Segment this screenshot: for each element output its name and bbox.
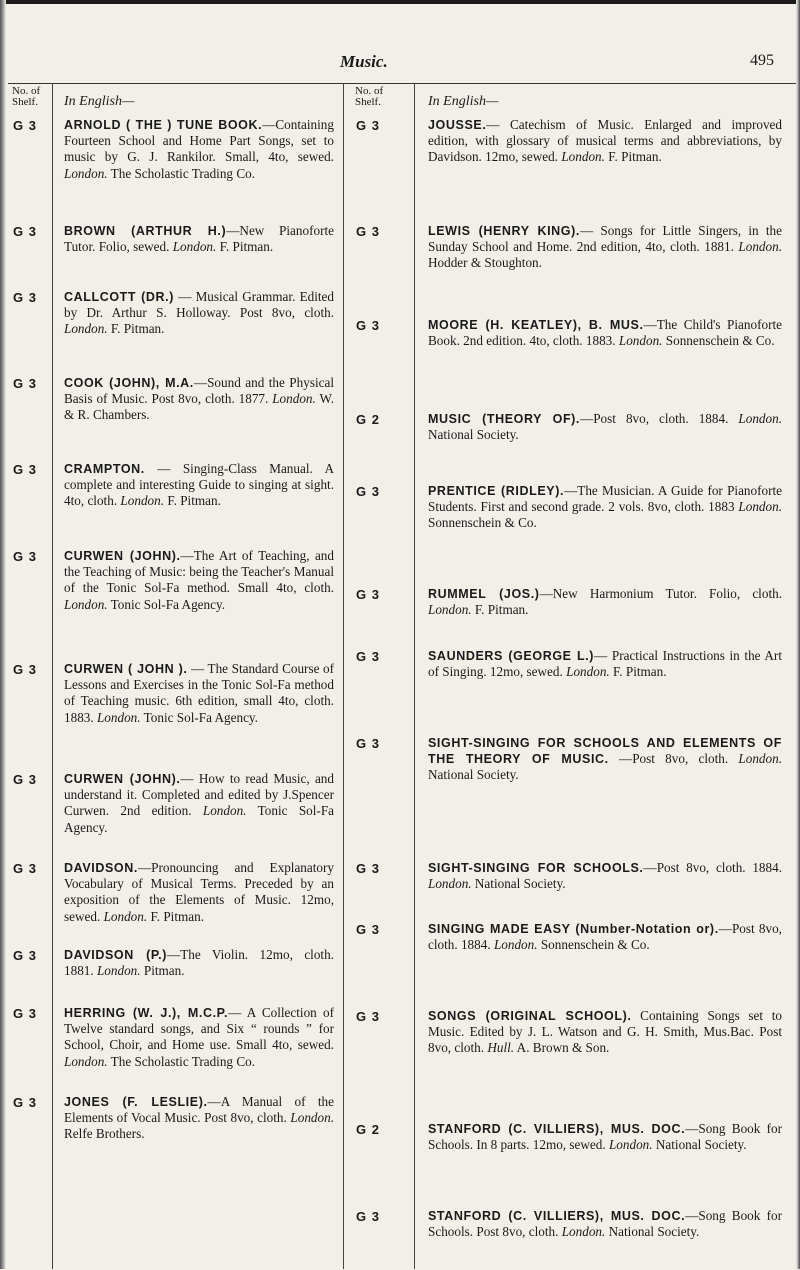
entry-place: London.	[290, 1110, 334, 1126]
entry-description: — A Collection of Twelve standard songs, and Six “ rounds ” for School, Choir, and Home use. Small 4to, sewed.	[64, 1005, 334, 1053]
catalogue-entry	[64, 1005, 334, 1070]
entry-publisher: National Society.	[608, 1224, 700, 1240]
shelf-mark: G 3	[13, 662, 37, 677]
entry-heading: DAVIDSON.	[64, 861, 138, 875]
catalogue-entry	[428, 317, 782, 349]
entry-place: London.	[493, 937, 538, 953]
entry-description: —Pronouncing and Explanatory Vocabulary of Musical Terms. Preceded by an exposition of the Elements of Music. 12mo, sewed.	[64, 860, 334, 924]
entry-publisher: Tonic Sol-Fa Agency.	[64, 803, 335, 835]
entry-place: London.	[172, 239, 217, 255]
catalogue-entry	[428, 223, 782, 272]
entry-description: —Song Book for Schools. Post 8vo, cloth.	[428, 1208, 782, 1240]
entry-heading: SONGS (ORIGINAL SCHOOL).	[428, 1009, 632, 1023]
entry-description: — The Standard Course of Lessons and Exercises in the Tonic Sol-Fa method of Teaching music. 6th edition, small 4to, cloth. 1883.	[64, 661, 334, 725]
entry-heading: JOUSSE.	[428, 118, 487, 132]
entry-heading: CURWEN (JOHN).	[64, 772, 181, 786]
catalogue-entry	[64, 117, 334, 182]
shelf-mark: G 3	[356, 1209, 380, 1224]
entry-publisher: F. Pitman.	[613, 664, 667, 680]
running-title: Music.	[340, 52, 388, 71]
shelf-mark: G 3	[13, 772, 37, 787]
entry-publisher: Tonic Sol-Fa Agency.	[143, 709, 258, 725]
page-number: 495	[750, 52, 774, 69]
catalogue-entry	[428, 1208, 782, 1240]
entry-publisher: The Scholastic Trading Co.	[110, 165, 255, 181]
entry-publisher: F. Pitman.	[150, 908, 205, 924]
shelf-mark: G 3	[356, 587, 380, 602]
catalogue-entry	[428, 1008, 782, 1057]
entry-heading: ARNOLD ( THE ) TUNE BOOK.	[64, 118, 263, 132]
entry-place: London.	[428, 876, 472, 892]
entry-description: — Singing-Class Manual. A complete and interesting Guide to singing at sight. 4to, cloth.	[64, 461, 334, 509]
catalogue-entry	[428, 117, 782, 166]
entry-place: London.	[566, 664, 610, 680]
catalogue-entry	[428, 860, 782, 892]
shelf-mark: G 3	[13, 462, 37, 477]
catalogue-entry	[64, 860, 334, 925]
catalogue-entry	[64, 771, 334, 836]
column-rule	[343, 83, 344, 1269]
shelf-mark: G 3	[356, 736, 380, 751]
entry-publisher: National Society.	[474, 876, 566, 892]
entry-description: —New Harmonium Tutor. Folio, cloth.	[539, 586, 782, 601]
section-heading-right: In English—	[428, 94, 499, 109]
catalogue-entry	[428, 648, 782, 680]
catalogue-entry	[64, 947, 334, 979]
catalogue-entry	[428, 1121, 782, 1153]
shelf-mark: G 3	[356, 118, 380, 133]
entry-description: Containing Songs set to Music. Edited by J. L. Watson and G. H. Smith, Mus.Bac. Post 8vo, cloth.	[428, 1008, 782, 1056]
catalogue-entry	[64, 461, 334, 510]
entry-description: —New Pianoforte Tutor. Folio, sewed.	[64, 223, 334, 255]
entry-heading: CURWEN (JOHN).	[64, 549, 181, 563]
entry-description: —The Art of Teaching, and the Teaching of Music: being the Teacher's Manual of the Tonic Sol-Fa method. Small 4to, cloth.	[64, 548, 334, 596]
entry-description: —The Child's Pianoforte Book. 2nd edition. 4to, cloth. 1883.	[428, 317, 782, 349]
entry-publisher: The Scholastic Trading Co.	[110, 1053, 255, 1069]
shelf-mark: G 3	[356, 224, 380, 239]
shelf-mark: G 3	[356, 484, 380, 499]
shelf-mark: G 3	[356, 922, 380, 937]
shelf-mark: G 3	[356, 649, 380, 664]
entry-place: London.	[561, 149, 605, 165]
shelf-mark: G 2	[356, 1122, 380, 1137]
entry-publisher: F. Pitman.	[219, 239, 274, 255]
page-right-edge	[796, 0, 800, 1269]
entry-place: London.	[120, 493, 165, 509]
entry-description: —Song Book for Schools. In 8 parts. 12mo, sewed.	[428, 1121, 782, 1153]
entry-publisher: National Society.	[428, 427, 519, 443]
shelf-mark: G 3	[356, 1009, 380, 1024]
entry-heading: STANFORD (C. VILLIERS), MUS. DOC.	[428, 1122, 686, 1136]
entry-description: — Practical Instructions in the Art of Singing. 12mo, sewed.	[428, 648, 782, 680]
entry-heading: SIGHT-SINGING FOR SCHOOLS AND ELEMENTS OF THE THEORY OF MUSIC.	[428, 736, 782, 767]
shelf-mark: G 3	[356, 318, 380, 333]
entry-heading: SINGING MADE EASY (Number-Notation or).	[428, 922, 719, 936]
entry-place: London.	[64, 1053, 108, 1069]
entry-heading: CALLCOTT (DR.)	[64, 290, 174, 304]
shelf-mark: G 3	[356, 861, 380, 876]
entry-place: London.	[272, 391, 316, 407]
entry-heading: RUMMEL (JOS.)	[428, 587, 540, 601]
entry-description: —A Manual of the Elements of Vocal Music. Post 8vo, cloth.	[64, 1094, 334, 1126]
shelf-mark: G 3	[13, 1006, 37, 1021]
shelf-column-header-left: No. of Shelf.	[12, 85, 41, 108]
entry-description: — Catechism of Music. Enlarged and improved edition, with glossary of musical terms and abbreviations, by Davidson. 12mo, sewed.	[428, 117, 782, 165]
entry-heading: PRENTICE (RIDLEY).	[428, 484, 565, 498]
column-rule	[52, 83, 53, 1269]
page-left-edge	[0, 0, 6, 1269]
entry-publisher: W. & R. Chambers.	[64, 391, 335, 423]
entry-place: London.	[96, 709, 141, 725]
catalogue-entry	[64, 661, 334, 726]
entry-place: London.	[561, 1224, 606, 1240]
entry-heading: MOORE (H. KEATLEY), B. MUS.	[428, 318, 644, 332]
entry-heading: LEWIS (HENRY KING).	[428, 224, 580, 238]
page-top-edge	[0, 0, 800, 4]
entry-publisher: F. Pitman.	[608, 149, 662, 165]
catalogue-entry	[428, 735, 782, 784]
entry-publisher: National Society.	[428, 767, 519, 783]
catalogue-entry	[428, 411, 782, 443]
entry-heading: BROWN (ARTHUR H.)	[64, 224, 227, 238]
entry-heading: SIGHT-SINGING FOR SCHOOLS.	[428, 861, 644, 875]
entry-description: —Sound and the Physical Basis of Music. Post 8vo, cloth. 1877.	[64, 375, 334, 407]
shelf-mark: G 3	[13, 948, 37, 963]
entry-place: London.	[64, 165, 108, 181]
entry-heading: CURWEN ( JOHN ).	[64, 662, 188, 676]
shelf-mark: G 3	[13, 1095, 37, 1110]
shelf-mark: G 2	[356, 412, 380, 427]
entry-heading: CRAMPTON.	[64, 462, 145, 476]
shelf-mark: G 3	[13, 224, 37, 239]
entry-description: —Post 8vo, cloth. 1884.	[643, 860, 782, 875]
catalogue-entry	[428, 921, 782, 953]
shelf-mark: G 3	[13, 549, 37, 564]
entry-place: London.	[64, 321, 108, 337]
entry-publisher: F. Pitman.	[474, 602, 529, 618]
shelf-column-header-right: No. of Shelf.	[355, 85, 384, 108]
shelf-mark: G 3	[13, 290, 37, 305]
entry-description: —Containing Fourteen School and Home Part Songs, set to music by G. J. Rankilor. Small, 4to, sewed.	[64, 117, 334, 165]
entry-description: — Musical Grammar. Edited by Dr. Arthur S. Holloway. Post 8vo, cloth.	[64, 289, 334, 321]
catalogue-entry	[64, 1094, 334, 1143]
entry-description: —Post 8vo, cloth. 1884.	[580, 411, 729, 426]
entry-description: —The Violin. 12mo, cloth. 1881.	[64, 947, 334, 979]
entry-place: London.	[618, 333, 663, 349]
catalogue-entry	[428, 483, 782, 532]
entry-description: —Post 8vo, cloth.	[608, 751, 729, 767]
entry-place: London.	[608, 1137, 653, 1153]
entry-place: London.	[202, 803, 247, 819]
entry-description: — Songs for Little Singers, in the Sunday School and Home. 2nd edition, 4to, cloth. 1881.	[428, 223, 782, 255]
catalogue-entry	[64, 375, 334, 424]
section-heading-left: In English—	[64, 94, 135, 109]
entry-publisher: Pitman.	[143, 963, 185, 979]
entry-publisher: Relfe Brothers.	[64, 1126, 145, 1142]
entry-publisher: A. Brown & Son.	[516, 1040, 610, 1056]
entry-place: London.	[738, 411, 783, 426]
catalogue-entry	[64, 289, 334, 338]
entry-heading: HERRING (W. J.), M.C.P.	[64, 1006, 229, 1020]
entry-description: —The Musician. A Guide for Pianoforte Students. First and second grade. 2 vols. 8vo, cloth. 1883	[428, 483, 782, 515]
entry-publisher: National Society.	[655, 1137, 747, 1153]
entry-heading: DAVIDSON (P.)	[64, 948, 167, 962]
entry-place: London.	[738, 239, 783, 255]
entry-description: —Post 8vo, cloth. 1884.	[428, 921, 782, 953]
entry-place: London.	[738, 499, 782, 515]
catalogue-entry	[64, 548, 334, 613]
entry-heading: JONES (F. LESLIE).	[64, 1095, 208, 1109]
catalogue-entry	[64, 223, 334, 255]
entry-publisher: F. Pitman.	[167, 493, 221, 509]
shelf-mark: G 3	[13, 118, 37, 133]
entry-place: London.	[103, 908, 148, 924]
entry-place: London.	[428, 602, 472, 618]
entry-publisher: Sonnenschein & Co.	[428, 515, 537, 531]
entry-heading: MUSIC (THEORY OF).	[428, 412, 581, 426]
catalogue-entry	[428, 586, 782, 618]
entry-heading: COOK (JOHN), M.A.	[64, 376, 194, 390]
entry-place: Hull.	[487, 1040, 515, 1056]
entry-publisher: Tonic Sol-Fa Agency.	[110, 596, 225, 612]
entry-heading: STANFORD (C. VILLIERS), MUS. DOC.	[428, 1209, 686, 1223]
entry-publisher: Sonnenschein & Co.	[540, 937, 650, 953]
entry-place: London.	[738, 751, 783, 767]
column-rule	[414, 83, 415, 1269]
entry-heading: SAUNDERS (GEORGE L.)	[428, 649, 595, 663]
entry-description: — How to read Music, and understand it. Completed and edited by J.Spencer Curwen. 2nd edition.	[64, 771, 334, 819]
shelf-mark: G 3	[13, 376, 37, 391]
entry-publisher: F. Pitman.	[110, 321, 165, 337]
entry-place: London.	[96, 963, 141, 979]
shelf-mark: G 3	[13, 861, 37, 876]
entry-place: London.	[64, 596, 108, 612]
entry-publisher: Sonnenschein & Co.	[665, 333, 775, 349]
entry-publisher: Hodder & Stoughton.	[428, 255, 542, 271]
